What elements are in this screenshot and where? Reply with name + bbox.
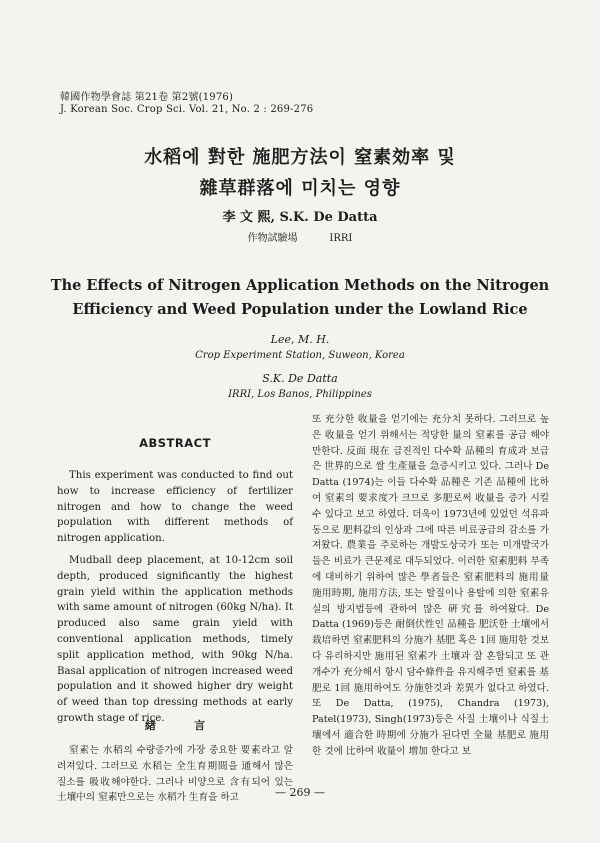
english-title-line1: The Effects of Nitrogen Application Methods on the Nitrogen <box>50 277 550 294</box>
english-title <box>0 274 600 322</box>
korean-title-line1: 水稻에 對한 施肥方法이 窒素効率 및 <box>144 147 456 168</box>
intro-paragraph-left: 窒素는 水稻의 수량증가에 가장 중요한 要素라고 알려져있다. 그러므로 水稻는 全生育期間을 通해서 많은 질소를 吸收해야한다. 그러나 비양으로 含有되어 있는 土壤中의 窒素만으로는 水稻가 生育을 하고 <box>57 745 293 804</box>
page-number: — 269 — <box>275 786 325 799</box>
author1-affiliation: Crop Experiment Station, Suweon, Korea <box>195 350 405 361</box>
intro-paragraph-right: 또 充分한 收量을 얻기에는 充分치 못하다. 그러므로 높은 收量을 얻기 위해서는 적당한 量의 窒素를 공급 해야만한다. 反面 現在 급진적인 다수확 品種의 育成과 보급은 世界的으로 쌀 生產量을 急증시키고 있다. 그러나 De Datta (1974)는 이들 다수확 品種은 기존 品種에 比하여 窒素의 要求度가 크므로 多肥로써 收量을 증가 시킬 수 있다고 보고 하였다. 더욱이 1973년에 있었던 석유파동으로 肥料값의 인상과 그에 따른 비료공급의 감소를 가져왔다. 農業을 주로하는 개발도상국가 또는 미개발국가들은 비료가 큰문제로 대두되었다. 이러한 窒素肥料 부족에 대비하기 위하여 많은 學者들은 窒素肥料의 施用量 施用時期, 施用方法, 또는 탈질이나 용탈에 의한 窒素유실의 방지법등에 관하여 많은 硏究를 하여왔다. De Datta (1969)등은 耐倒伏性인 品種을 肥沃한 土壤에서 栽培하면 窒素肥料의 分施가 基肥 혹은 1回 施用한 것보다 유리하지만 施用된 窒素가 土壤과 잘 혼합되고 또 관개수가 充分해서 항시 담수條件을 유지해주면 窒素를 基肥로 1回 施用하여도 分施한것과 差異가 없다고 하였다. 또 De Datta, (1975), Chandra (1973), Patel(1973), Singh(1973)등은 사질 土壤이나 식질土壤에서 適合한 時期에 分施가 된다면 全量 基肥로 施用한 것에 比하여 收量이 增加 한다고 보 <box>312 414 549 757</box>
korean-title-line2: 雜草群落에 미치는 영향 <box>199 178 401 199</box>
journal-line-english: J. Korean Soc. Crop Sci. Vol. 21, No. 2 : 269-276 <box>60 104 314 115</box>
abstract-paragraph-1: This experiment was conducted to find out how to increase efficiency of fertilizer nitrogen and how to change the weed population with different methods of nitrogen application. <box>57 470 293 545</box>
author2-name: S.K. De Datta <box>262 372 338 385</box>
abstract-paragraph-2: Mudball deep placement, at 10-12cm soil depth, produced significantly the highest grain yield within the application methods with same amount of nitrogen (60kg N/ha). It produced also same grain yield with conventional application methods, timely split application method, with 90kg N/ha. Basal application of nitrogen increased weed population and it showed higher dry weight of weed than top dressing methods at early growth stage of rice. <box>57 554 293 724</box>
introduction-right-column <box>312 412 549 760</box>
korean-title <box>0 142 600 204</box>
journal-line-korean: 韓國作物學會誌 第21卷 第2號(1976) <box>60 92 234 103</box>
journal-citation <box>60 92 313 116</box>
korean-authors: 李 文 熙, S.K. De Datta <box>222 210 378 225</box>
introduction-heading: 緖 言 <box>144 719 206 732</box>
abstract-body <box>57 468 293 727</box>
korean-affiliations: 作物試驗場 IRRI <box>247 233 353 244</box>
author1-name: Lee, M. H. <box>270 333 330 346</box>
english-title-line2: Efficiency and Weed Population under the Lowland Rice <box>72 301 528 318</box>
abstract-heading: ABSTRACT <box>139 436 211 450</box>
author2-affiliation: IRRI, Los Banos, Philippines <box>228 389 372 400</box>
